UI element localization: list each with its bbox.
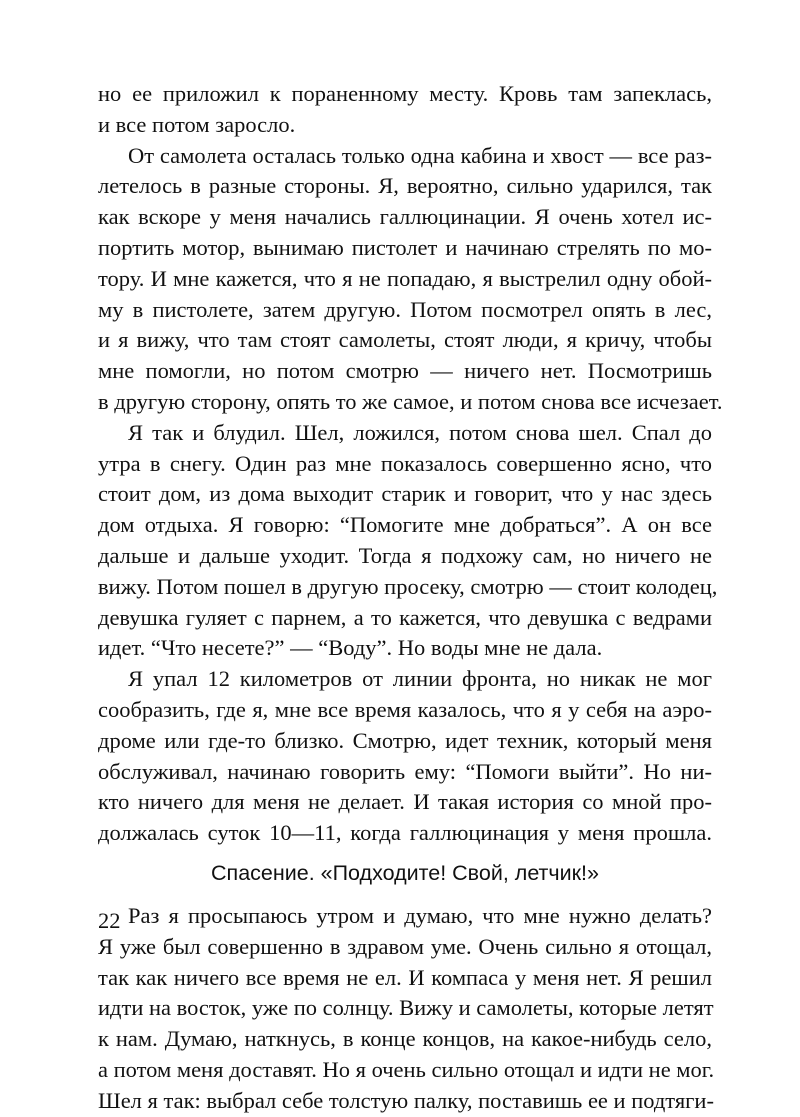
section-heading: Спасение. «Подходите! Свой, летчик!» <box>211 860 599 885</box>
text-line: и все потом заросло. <box>98 111 296 137</box>
text-line: девушка гуляет с парнем, а то кажется, что девушка с ведрами <box>98 604 712 630</box>
text-line: тору. И мне кажется, что я не попадаю, я выстрелил одну обой- <box>98 265 712 291</box>
text-line: кто ничего для меня не делает. И такая история со мной про- <box>98 789 712 815</box>
text-line: Шел я так: выбрал себе толстую палку, поставишь ее и подтяги- <box>98 1087 714 1113</box>
text-line: Я так и блудил. Шел, ложился, потом снова шел. Спал до <box>128 419 712 445</box>
text-line: так как ничего все время не ел. И компаса у меня нет. Я решил <box>98 964 712 990</box>
text-line: сообразить, где я, мне все время казалось, что я у себя на аэро- <box>98 696 712 722</box>
text-line: утра в снегу. Один раз мне показалось совершенно ясно, что <box>98 450 712 476</box>
text-line: идет. “Что несете?” — “Воду”. Но воды мне не дала. <box>98 635 603 661</box>
text-line: Я уже был совершенно в здравом уме. Очень сильно я отощал, <box>98 933 712 959</box>
text-line: дальше и дальше уходит. Тогда я подхожу сам, но ничего не <box>98 542 712 568</box>
text-line: стоит дом, из дома выходит старик и говорит, что у нас здесь <box>98 481 712 507</box>
text-line: а потом меня доставят. Но я очень сильно отощал и идти не мог. <box>98 1056 715 1082</box>
text-line: мне помогли, но потом смотрю — ничего нет. Посмотришь <box>98 358 712 384</box>
text-line: должалась суток 10—11, когда галлюцинация у меня прошла. <box>98 820 712 846</box>
text-line: к нам. Думаю, наткнусь, в конце концов, на какое-нибудь село, <box>98 1026 712 1052</box>
text-line: как вскоре у меня начались галлюцинации. Я очень хотел ис- <box>98 204 712 230</box>
text-line: Я упал 12 километров от линии фронта, но никак не мог <box>128 666 712 692</box>
text-line: вижу. Потом пошел в другую просеку, смотрю — стоит колодец, <box>98 573 718 599</box>
text-line: му в пистолете, затем другую. Потом посмотрел опять в лес, <box>98 296 712 322</box>
text-line: дроме или где-то близко. Смотрю, идет техник, который меня <box>98 727 712 753</box>
page-number: 22 <box>98 908 121 933</box>
text-line: летелось в разные стороны. Я, вероятно, сильно ударился, так <box>98 173 712 199</box>
text-line: но ее приложил к пораненному месту. Кровь там запеклась, <box>98 81 712 106</box>
text-line: дом отдыха. Я говорю: “Помогите мне добраться”. А он все <box>98 512 712 538</box>
text-line: идти на восток, уже по солнцу. Вижу и самолеты, которые летят <box>98 995 714 1021</box>
text-line: Раз я просыпаюсь утром и думаю, что мне нужно делать? <box>128 902 712 928</box>
text-line: и я вижу, что там стоят самолеты, стоят люди, я кричу, чтобы <box>98 327 712 353</box>
text-line: в другую сторону, опять то же самое, и потом снова все исчезает. <box>98 388 723 414</box>
page-text <box>98 79 723 1117</box>
text-line: От самолета осталась только одна кабина и хвост — все раз- <box>128 142 712 168</box>
text-line: обслуживал, начинаю говорить ему: “Помоги выйти”. Но ни- <box>98 758 712 784</box>
text-line: портить мотор, вынимаю пистолет и начинаю стрелять по мо- <box>98 234 712 260</box>
